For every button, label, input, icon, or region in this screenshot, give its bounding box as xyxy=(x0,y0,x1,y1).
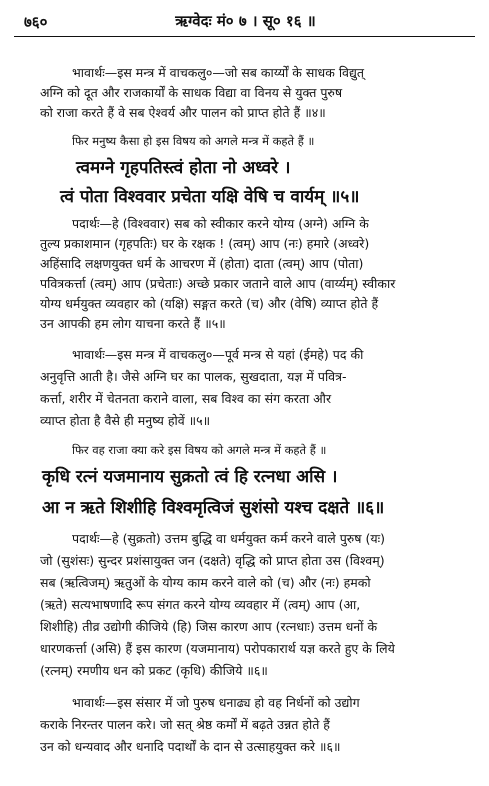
mantra-line: त्वमग्ने गृहपतिस्त्वं होता नो अध्वरे । xyxy=(76,158,291,178)
padartha-line: (रत्नम्) रमणीय धन को प्रकट (कृधि) कीजिये ॥६॥ xyxy=(40,663,268,678)
bhavartha-line: व्याप्त होता है वैसे ही मनुष्य होवें ॥५॥ xyxy=(40,413,211,428)
bhavartha-line: भावार्थः—इस संसार में जो पुरुष धनाढ्य हो वह निर्धनों को उद्योग xyxy=(72,695,360,710)
padartha-line: तुल्य प्रकाशमान (गृहपतिः) घर के रक्षक ! (त्वम्) आप (नः) हमारे (अध्वरे) xyxy=(40,236,370,251)
mantra-line: आ न ऋते शिशीहि विश्वमृत्विजं सुशंसो यश्च दक्षते ॥६॥ xyxy=(42,498,385,518)
bhavartha-line: भावार्थः—इस मन्त्र में वाचकलु०—जो सब कार्य्यों के साधक विद्युत् xyxy=(72,65,365,80)
bhavartha-line: कर्त्ता, शरीर में चेतनता कराने वाला, सब विश्व का संग करता और xyxy=(40,391,332,406)
page-header xyxy=(16,8,475,36)
header-rule xyxy=(14,36,475,37)
padartha-line: धारणकर्त्ता (असि) हैं इस कारण (यजमानाय) परोपकारार्थ यज्ञ करते हुए के लिये xyxy=(40,641,395,656)
padartha-line: जो (सुशंसः) सुन्दर प्रशंसायुक्त जन (दक्षते) वृद्धि को प्राप्त होता उस (विश्वम्) xyxy=(40,553,385,568)
mantra-line: कृधि रत्नं यजमानाय सुक्रतो त्वं हि रत्नधा असि । xyxy=(42,467,338,487)
intro-line: फिर वह राजा क्या करे इस विषय को अगले मन्त्र में कहते हैं ॥ xyxy=(72,443,327,457)
bhavartha-line: भावार्थः—इस मन्त्र में वाचकलु०—पूर्व मन्त्र से यहां (ईमहे) पद की xyxy=(72,347,364,362)
padartha-line: सब (ऋत्विजम्) ऋतुओं के योग्य काम करने वाले को (च) और (नः) हमको xyxy=(40,575,371,590)
bhavartha-line: को राजा करते हैं वे सब ऐश्वर्य और पालन को प्राप्त होते हैं ॥४॥ xyxy=(40,105,326,120)
running-title: ऋग्वेदः मं० ७ । सू० १६ ॥ xyxy=(175,12,316,30)
padartha-line: (ऋते) सत्यभाषणादि रूप संगत करने योग्य व्यवहार में (त्वम्) आप (आ, xyxy=(40,597,361,612)
bhavartha-line: अग्नि को दूत और राजकार्यों के साधक विद्या वा विनय से युक्त पुरुष xyxy=(40,85,343,100)
page-number: ७६० xyxy=(24,13,48,31)
padartha-line: पवित्रकर्त्ता (त्वम्) आप (प्रचेताः) अच्छे प्रकार जताने वाले आप (वार्य्यम्) स्वीकार xyxy=(40,276,396,291)
padartha-line: शिशीहि) तीव्र उद्योगी कीजिये (हि) जिस कारण आप (रत्नधाः) उत्तम धनों के xyxy=(40,619,378,634)
intro-line: फिर मनुष्य कैसा हो इस विषय को अगले मन्त्र में कहते हैं ॥ xyxy=(72,134,315,148)
padartha-line: अहिंसादि लक्षणयुक्त धर्म के आचरण में (होता) दाता (त्वम्) आप (पोता) xyxy=(40,256,364,271)
bhavartha-line: उन को धन्यवाद और धनादि पदार्थों के दान से उत्साहयुक्त करे ॥६॥ xyxy=(40,739,341,754)
bhavartha-line: अनुवृत्ति आती है। जैसे अग्नि घर का पालक, सुखदाता, यज्ञ में पवित्र- xyxy=(40,369,347,384)
padartha-line: पदार्थः—हे (सुक्रतो) उत्तम बुद्धि वा धर्मयुक्त कर्म करने वाले पुरुष (यः) xyxy=(72,531,385,546)
padartha-line: उन आपकी हम लोग याचना करते हैं ॥५॥ xyxy=(40,316,226,331)
padartha-line: योग्य धर्मयुक्त व्यवहार को (यक्षि) सङ्गत करते (च) और (वेषि) व्याप्त होते हैं xyxy=(40,296,379,311)
bhavartha-line: कराके निरन्तर पालन करे। जो सत् श्रेष्ठ कर्मों में बढ़ते उन्नत होते हैं xyxy=(40,717,330,732)
mantra-line: त्वं पोता विश्ववार प्रचेता यक्षि वेषि च वार्यम् ॥५॥ xyxy=(60,187,360,207)
padartha-line: पदार्थः—हे (विश्ववार) सब को स्वीकार करने योग्य (अग्ने) अग्नि के xyxy=(72,216,369,231)
